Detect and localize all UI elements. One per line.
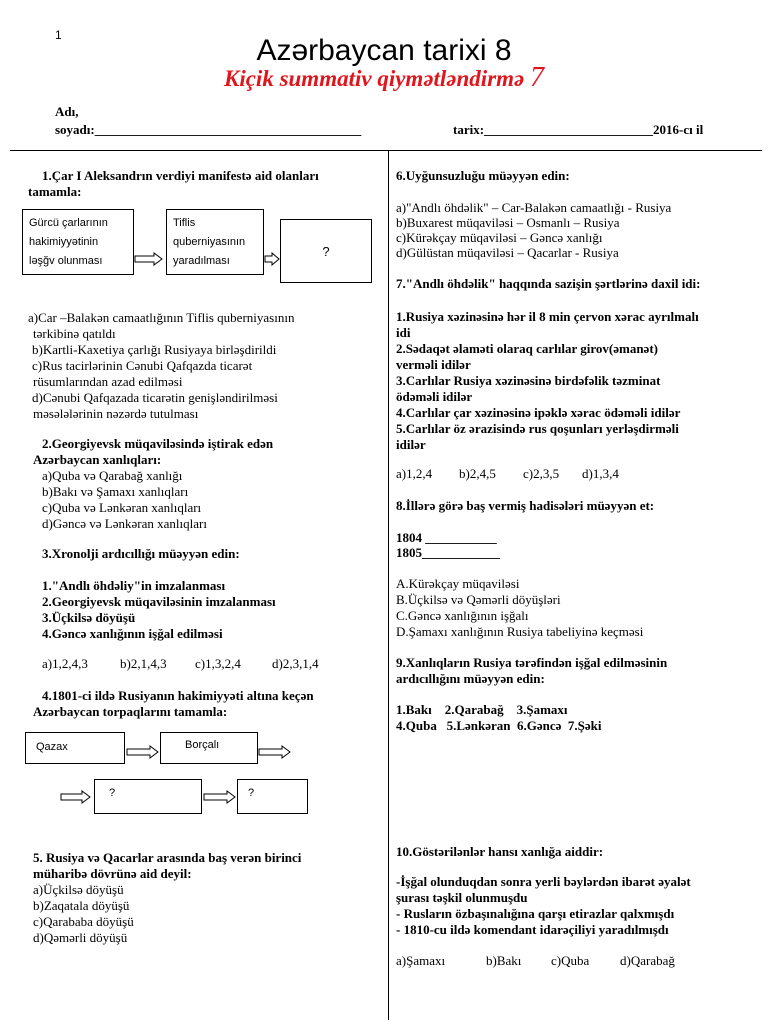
q4-box-qazax xyxy=(25,732,125,764)
q1-option-a: a)Car –Balakən camaatlığının Tiflis quberniyasının xyxy=(28,310,295,325)
q6-option-c: c)Kürəkçay müqaviləsi – Gəncə xanlığı xyxy=(396,230,603,245)
q3-item-3: 3.Üçkilsə döyüşü xyxy=(42,610,136,625)
q7-item-3: 3.Carlılar Rusiya xəzinəsinə birdəfəlik təzminat xyxy=(396,373,661,388)
q7-item-5: 5.Carlılar öz ərazisində rus qoşunları yerləşdirməli xyxy=(396,421,679,436)
q10-item-1: -İşğal olunduqdan sonra yerli bəylərdən ibarət əyalət xyxy=(396,874,691,889)
q1-title-line1: 1.Çar I Aleksandrın verdiyi manifestə aid olanları xyxy=(42,168,319,183)
q5-option-b: b)Zaqatala döyüşü xyxy=(33,898,130,913)
q3-answer-a: a)1,2,4,3 xyxy=(42,656,88,671)
q7-item-5-cont: idilər xyxy=(396,437,426,452)
q2-title-line2: Azərbaycan xanlıqları: xyxy=(33,452,162,467)
page-subtitle xyxy=(0,62,768,94)
q8-option-d: D.Şamaxı xanlığının Rusiya tabeliyinə keçməsi xyxy=(396,624,644,639)
q10-answer-c: c)Quba xyxy=(551,953,590,968)
q3-title: 3.Xronolji ardıcıllığı müəyyən edin: xyxy=(42,546,240,561)
q1-option-b: b)Kartli-Kaxetiya çarlığı Rusiyaya birləşdirildi xyxy=(32,342,277,357)
q9-list-line2: 4.Quba 5.Lənkəran 6.Gəncə 7.Şəki xyxy=(396,718,602,733)
q10-item-1-cont: şurası təşkil olunmuşdu xyxy=(396,890,528,905)
q7-item-1: 1.Rusiya xəzinəsinə hər il 8 min çervon xərac ayrılmalı xyxy=(396,309,699,324)
q6-title: 6.Uyğunsuzluğu müəyyən edin: xyxy=(396,168,570,183)
q6-option-b: b)Buxarest müqaviləsi – Osmanlı – Rusiya xyxy=(396,215,620,230)
q1-box-3 xyxy=(280,219,372,283)
q3-item-2: 2.Georgiyevsk müqaviləsinin imzalanması xyxy=(42,594,276,609)
q5-option-d: d)Qəmərli döyüşü xyxy=(33,930,128,945)
q1-box-1 xyxy=(22,209,134,275)
q1-box-1-line3: ləşğv olunması xyxy=(29,255,103,267)
q4-box-unknown-2-text: ? xyxy=(248,787,255,799)
q1-box-3-text: ? xyxy=(322,244,330,259)
q8-year-1804: 1804 ___________ xyxy=(396,530,497,545)
q8-option-a: A.Kürəkçay müqaviləsi xyxy=(396,576,520,591)
q2-option-d: d)Gəncə və Lənkəran xanlıqları xyxy=(42,516,207,531)
q9-title-line2: ardıcıllığını müəyyən edin: xyxy=(396,671,545,686)
q6-option-d: d)Gülüstan müqaviləsi – Qacarlar - Rusiya xyxy=(396,245,619,260)
q10-answer-a: a)Şamaxı xyxy=(396,953,446,968)
arrow-right-icon xyxy=(203,790,237,804)
q2-option-c: c)Quba və Lənkəran xanlıqları xyxy=(42,500,202,515)
q4-box-qazax-text: Qazax xyxy=(36,741,68,753)
q3-answer-b: b)2,1,4,3 xyxy=(120,656,167,671)
q1-box-2-line2: quberniyasının xyxy=(173,236,246,248)
q10-answer-d: d)Qarabağ xyxy=(620,953,675,968)
arrow-right-icon xyxy=(258,745,292,759)
q1-option-d-cont: məsələlərinin nəzərdə tutulması xyxy=(33,406,199,421)
q4-box-unknown-2 xyxy=(237,779,308,814)
q7-answer-a: a)1,2,4 xyxy=(396,466,433,481)
q8-option-c: C.Gəncə xanlığının işğalı xyxy=(396,608,529,623)
q3-answer-c: c)1,3,2,4 xyxy=(195,656,241,671)
q6-option-a: a)"Andlı öhdəlik" – Car-Balakən camaatlığı - Rusiya xyxy=(396,200,672,215)
q7-answer-c: c)2,3,5 xyxy=(523,466,560,481)
q9-list-line1: 1.Bakı 2.Qarabağ 3.Şamaxı xyxy=(396,702,568,717)
q4-title-line1: 4.1801-ci ildə Rusiyanın hakimiyyəti altına keçən xyxy=(42,688,314,703)
q5-option-a: a)Üçkilsə döyüşü xyxy=(33,882,124,897)
q4-box-unknown-1-text: ? xyxy=(109,787,116,799)
page-title: Azərbaycan tarixi 8 xyxy=(256,34,512,67)
q2-option-a: a)Quba və Qarabağ xanlığı xyxy=(42,468,183,483)
subtitle-number: 7 xyxy=(530,62,544,93)
arrow-right-icon xyxy=(134,252,164,266)
q1-box-2 xyxy=(166,209,264,275)
q1-title-line2: tamamla: xyxy=(28,184,82,199)
q3-answer-d: d)2,3,1,4 xyxy=(272,656,319,671)
q1-option-c: c)Rus tacirlərinin Cənubi Qafqazda ticarət xyxy=(32,358,253,373)
q4-box-unknown-1 xyxy=(94,779,202,814)
q7-answer-d: d)1,3,4 xyxy=(582,466,619,481)
q7-item-2-cont: verməli idilər xyxy=(396,357,471,372)
q2-option-b: b)Bakı və Şamaxı xanlıqları xyxy=(42,484,189,499)
q3-item-1: 1."Andlı öhdəliy"in imzalanması xyxy=(42,578,226,593)
q7-answer-b: b)2,4,5 xyxy=(459,466,496,481)
column-divider xyxy=(388,150,389,1020)
q4-title-line2: Azərbaycan torpaqlarını tamamla: xyxy=(33,704,228,719)
q7-item-3-cont: ödəməli idilər xyxy=(396,389,473,404)
q7-item-2: 2.Sədaqət əlaməti olaraq carlılar girov(əmanət) xyxy=(396,341,658,356)
subtitle-text: Kiçik summativ qiymətləndirmə xyxy=(223,66,525,91)
arrow-right-icon xyxy=(126,745,160,759)
q4-box-borcali-text: Borçalı xyxy=(185,739,220,751)
q4-box-borcali xyxy=(160,732,258,764)
q10-item-3: - 1810-cu ildə komendant idarəçiliyi yaradılmışdı xyxy=(396,922,669,937)
q5-option-c: c)Qarababa döyüşü xyxy=(33,914,134,929)
name-label: Adı, xyxy=(55,104,79,119)
surname-label: soyadı:_________________________________________ xyxy=(55,122,362,137)
q1-box-1-line2: hakimiyyətinin xyxy=(29,236,99,248)
q8-option-b: B.Üçkilsə və Qəmərli döyüşləri xyxy=(396,592,561,607)
q8-year-1805: 1805____________ xyxy=(396,545,500,560)
date-label: tarix:__________________________2016-cı il xyxy=(453,122,704,137)
arrow-right-icon xyxy=(264,252,280,266)
q5-title-line2: müharibə dövrünə aid deyil: xyxy=(33,866,192,881)
q10-answer-b: b)Bakı xyxy=(486,953,522,968)
q7-item-1-cont: idi xyxy=(396,325,411,340)
q8-title: 8.İllərə görə baş vermiş hadisələri müəyyən et: xyxy=(396,498,655,513)
q7-title: 7."Andlı öhdəlik" haqqında sazişin şərtlərinə daxil idi: xyxy=(396,276,701,291)
arrow-right-icon xyxy=(60,790,92,804)
q1-option-c-cont: rüsumlarından azad edilməsi xyxy=(33,374,183,389)
q1-box-1-line1: Gürcü çarlarının xyxy=(29,217,108,229)
q10-item-2: - Rusların özbaşınalığına qarşı etirazlar qalxmışdı xyxy=(396,906,675,921)
q2-title-line1: 2.Georgiyevsk müqaviləsində iştirak edən xyxy=(42,436,274,451)
q1-option-a-cont: tərkibinə qatıldı xyxy=(33,326,116,341)
page-number: 1 xyxy=(55,28,62,42)
q7-item-4: 4.Carlılar çar xəzinəsinə ipəklə xərac ödəməli idilər xyxy=(396,405,681,420)
q1-box-2-line1: Tiflis xyxy=(173,217,196,229)
q10-title: 10.Göstərilənlər hansı xanlığa aiddir: xyxy=(396,844,604,859)
q1-option-d: d)Cənubi Qafqazada ticarətin genişləndirilməsi xyxy=(32,390,278,405)
header-divider xyxy=(10,150,762,151)
q1-box-2-line3: yaradılması xyxy=(173,255,230,267)
q9-title-line1: 9.Xanlıqların Rusiya tərəfindən işğal edilməsinin xyxy=(396,655,668,670)
q3-item-4: 4.Gəncə xanlığının işğal edilməsi xyxy=(42,626,223,641)
q5-title-line1: 5. Rusiya və Qacarlar arasında baş verən birinci xyxy=(33,850,302,865)
